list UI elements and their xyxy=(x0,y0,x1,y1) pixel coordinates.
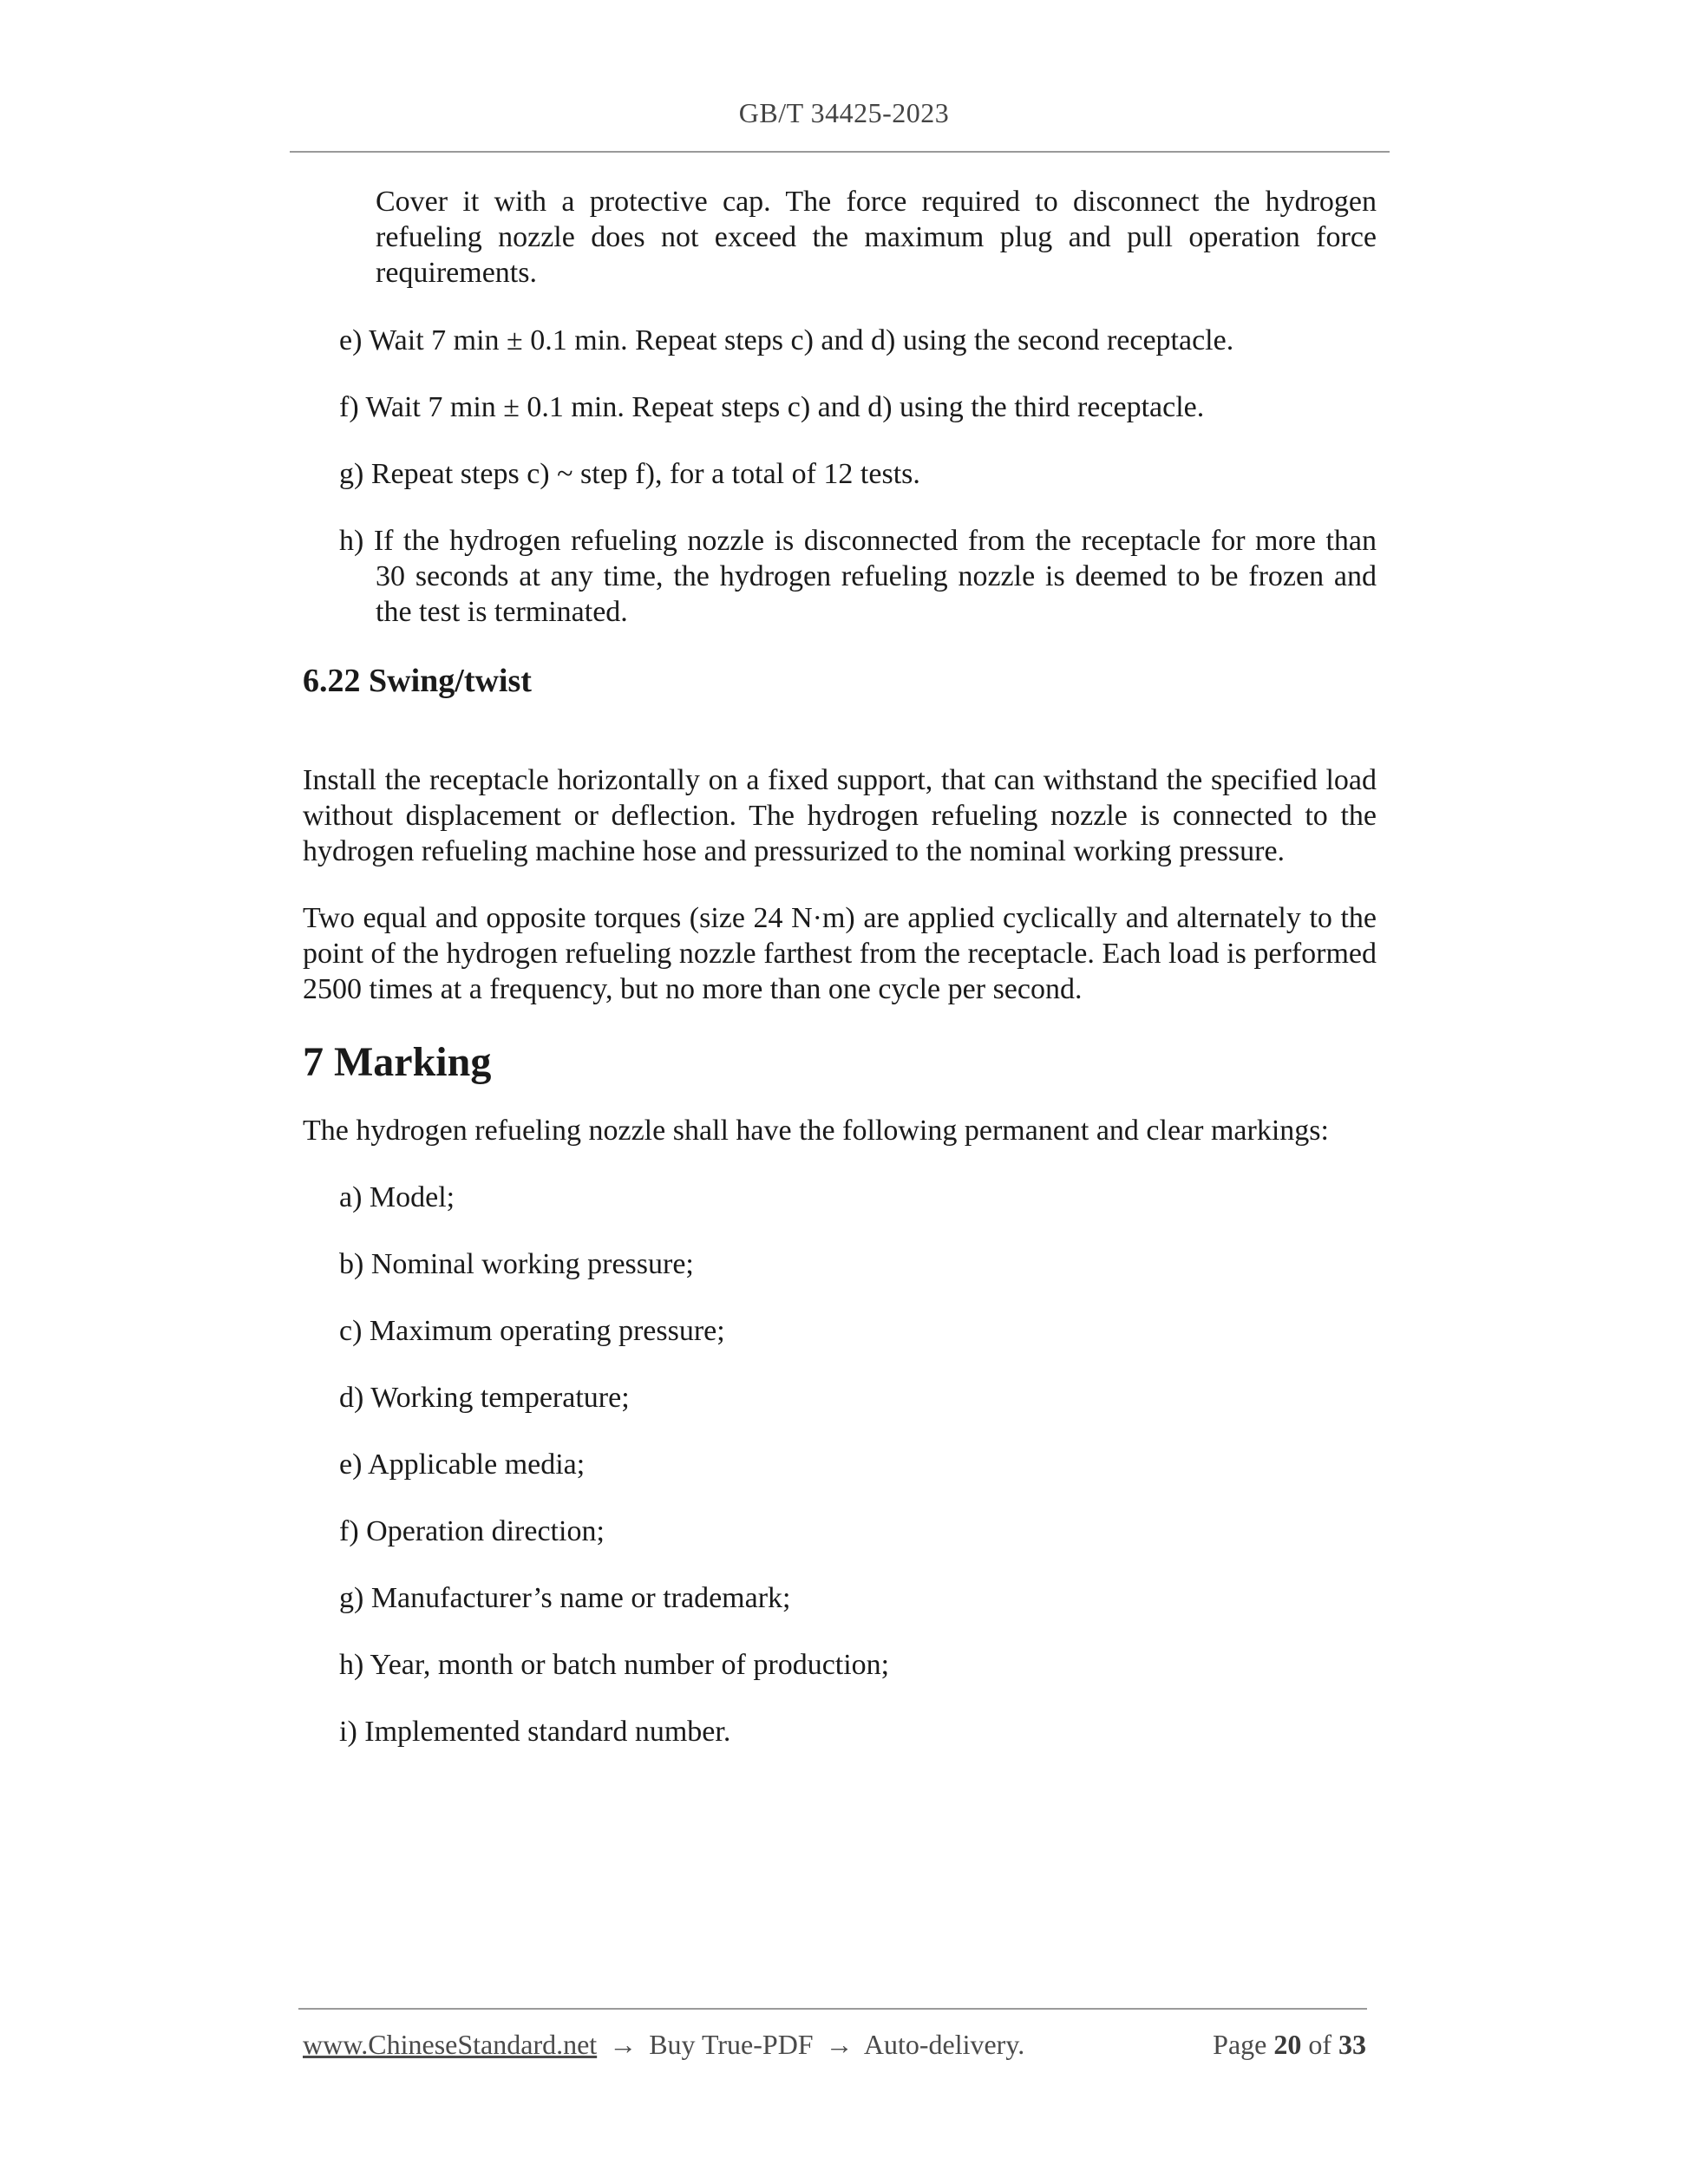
marking-item-production-date: h) Year, month or batch number of production; xyxy=(339,1649,890,1681)
page-current: 20 xyxy=(1273,2029,1302,2060)
marking-item-temperature: d) Working temperature; xyxy=(339,1382,630,1414)
page-total: 33 xyxy=(1338,2029,1366,2060)
step-f: f) Wait 7 min ± 0.1 min. Repeat steps c) and d) using the third receptacle. xyxy=(339,391,1205,423)
marking-item-standard-number: i) Implemented standard number. xyxy=(339,1716,731,1748)
header-title: GB/T 34425-2023 xyxy=(738,97,950,128)
auto-delivery-text: Auto-delivery. xyxy=(863,2029,1025,2060)
step-g: g) Repeat steps c) ~ step f), for a total of 12 tests. xyxy=(339,458,920,490)
marking-item-manufacturer: g) Manufacturer’s name or trademark; xyxy=(339,1582,791,1614)
section-6-22-heading: 6.22 Swing/twist xyxy=(303,663,532,699)
section-7-heading: 7 Marking xyxy=(303,1039,492,1085)
section-6-22-paragraph-2: Two equal and opposite torques (size 24 N·m) are applied cyclically and alternately to the point of the hydrogen refueling nozzle farthest from the receptacle. Each load is performed 2500 times at a frequency, but no more than one cycle per second. xyxy=(303,902,1377,1005)
page-content xyxy=(303,184,1377,1781)
step-e: e) Wait 7 min ± 0.1 min. Repeat steps c) and d) using the second receptacle. xyxy=(339,324,1234,356)
page-footer xyxy=(303,2029,1366,2061)
section-7-intro: The hydrogen refueling nozzle shall have the following permanent and clear markings: xyxy=(303,1115,1329,1147)
marking-item-direction: f) Operation direction; xyxy=(339,1515,605,1547)
marking-item-max-pressure: c) Maximum operating pressure; xyxy=(339,1315,725,1347)
footer-divider xyxy=(298,2008,1367,2010)
arrow-right-icon: → xyxy=(825,2029,854,2060)
page-number xyxy=(1213,2029,1366,2061)
step-h: h) If the hydrogen refueling nozzle is disconnected from the receptacle for more than 30 seconds at any time, the hydrogen refueling nozzle is deemed to be frozen and the test is terminated. xyxy=(339,525,1377,628)
section-6-22-paragraph-1: Install the receptacle horizontally on a fixed support, that can withstand the specified load without displacement or deflection. The hydrogen refueling nozzle is connected to the hydrogen refueling machine hose and pressurized to the nominal working pressure. xyxy=(303,764,1377,867)
header-divider xyxy=(290,151,1390,153)
buy-true-pdf-text: Buy True-PDF xyxy=(649,2029,814,2060)
marking-item-media: e) Applicable media; xyxy=(339,1448,586,1481)
page-of-label: of xyxy=(1308,2029,1331,2060)
continuation-paragraph: Cover it with a protective cap. The force required to disconnect the hydrogen refueling nozzle does not exceed the maximum plug and pull operation force requirements. xyxy=(376,186,1377,289)
marking-item-nominal-pressure: b) Nominal working pressure; xyxy=(339,1248,694,1280)
arrow-right-icon: → xyxy=(609,2029,638,2060)
footer-links xyxy=(303,2029,1024,2061)
page-label: Page xyxy=(1213,2029,1267,2060)
chinesestandard-link[interactable]: www.ChineseStandard.net xyxy=(303,2029,598,2060)
marking-item-model: a) Model; xyxy=(339,1181,455,1213)
